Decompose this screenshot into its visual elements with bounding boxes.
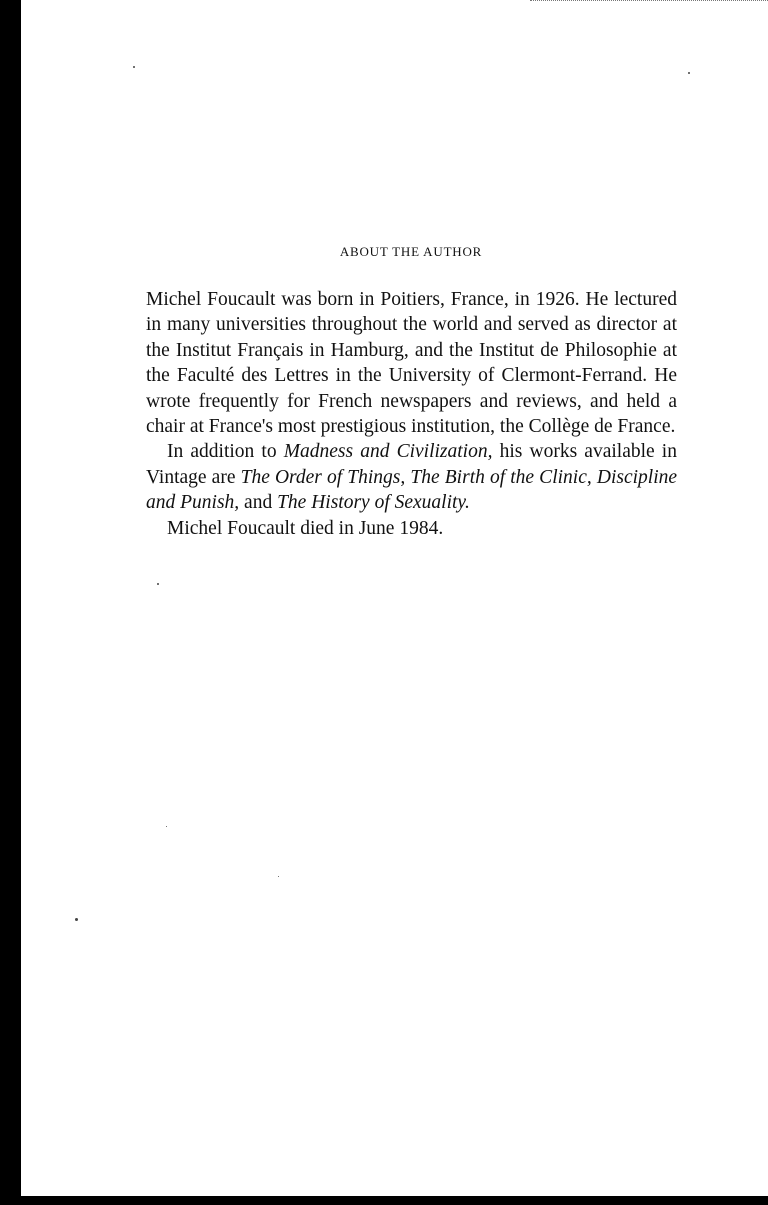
works-intro: In addition to <box>167 441 284 463</box>
works-paragraph <box>146 439 677 515</box>
scan-speck <box>157 583 159 585</box>
author-bio <box>146 287 677 541</box>
scan-bottom-edge <box>0 1196 768 1205</box>
scan-speck <box>133 66 135 68</box>
work-title-birth: The Birth of the Clinic, <box>410 466 592 488</box>
scan-top-edge <box>530 0 768 2</box>
works-and: and <box>239 492 278 514</box>
scan-speck <box>278 876 279 877</box>
scan-speck <box>688 72 690 74</box>
scan-speck <box>166 826 167 827</box>
death-paragraph: Michel Foucault died in June 1984. <box>167 517 444 539</box>
works-mid: his works available in Vintage are <box>146 441 677 488</box>
scan-left-edge <box>0 0 21 1205</box>
work-title-order: The Order of Things, <box>240 466 406 488</box>
scan-speck <box>75 918 78 921</box>
work-title-madness: Madness and Civilization, <box>283 441 493 463</box>
bio-paragraph: Michel Foucault was born in Poitiers, France, in 1926. He lectured in many universities throughout the world and served as director at the Institut Français in Hamburg, and the Institut de Philosophie at the Faculté des Lettres in the University of Clermont-Ferrand. He wrote frequently for French newspapers and reviews, and held a chair at France's most prestigious institution, the Collège de France. <box>146 289 677 438</box>
page-heading: ABOUT THE AUTHOR <box>339 244 483 259</box>
work-title-history: The History of Sexuality. <box>277 492 470 514</box>
work-title-discipline: Discipline and Punish, <box>146 466 678 514</box>
